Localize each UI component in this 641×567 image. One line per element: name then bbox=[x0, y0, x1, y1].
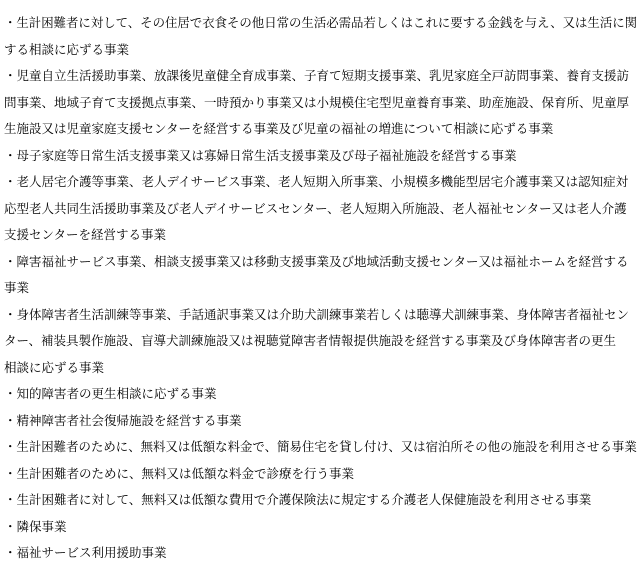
list-item bbox=[4, 169, 637, 249]
list-item-line: 応型老人共同生活援助事業及び老人デイサービスセンター、老人短期入所施設、老人福祉センター又は老人介護 bbox=[4, 200, 627, 216]
list-item bbox=[4, 302, 637, 382]
list-item-line: ・障害福祉サービス事業、相談支援事業又は移動支援事業及び地域活動支援センター又は福祉ホームを経営する bbox=[4, 253, 629, 269]
list-item-line: ・老人居宅介護等事業、老人デイサービス事業、老人短期入所事業、小規模多機能型居宅介護事業又は認知症対 bbox=[4, 174, 629, 189]
list-item bbox=[4, 10, 637, 63]
list-item-line: する相談に応ずる事業 bbox=[4, 41, 130, 57]
list-item-line: ター、補装具製作施設、盲導犬訓練施設又は視聴覚障害者情報提供施設を経営する事業及び身体障害者の更生 bbox=[4, 333, 617, 348]
list-item bbox=[4, 381, 637, 408]
list-item-line: ・生計困難者に対して、その住居で衣食その他日常の生活必需品若しくはこれに要する金銭を与え、又は生活に関 bbox=[4, 15, 638, 30]
list-item bbox=[4, 408, 637, 435]
list-item bbox=[4, 63, 637, 143]
list-item-line: ・身体障害者生活訓練等事業、手話通訳事業又は介助犬訓練事業若しくは聴導犬訓練事業、身体障害者福祉セン bbox=[4, 306, 630, 322]
list-item-line: 支援センターを経営する事業 bbox=[4, 227, 167, 242]
list-item bbox=[4, 434, 637, 461]
list-item bbox=[4, 143, 637, 170]
list-item-line: ・母子家庭等日常生活支援事業又は寡婦日常生活支援事業及び母子福祉施設を経営する事業 bbox=[4, 147, 517, 163]
list-item-line: 問事業、地域子育て支援拠点事業、一時預かり事業又は小規模住宅型児童養育事業、助産施設、保育所、児童厚 bbox=[4, 94, 630, 110]
list-item-line: ・児童自立生活援助事業、放課後児童健全育成事業、子育て短期支援事業、乳児家庭全戸訪問事業、養育支援訪 bbox=[4, 68, 630, 83]
list-item bbox=[4, 540, 637, 567]
list-item bbox=[4, 249, 637, 302]
list-item-line: ・精神障害者社会復帰施設を経営する事業 bbox=[4, 412, 242, 428]
list-item-line: 相談に応ずる事業 bbox=[4, 359, 105, 375]
list-item bbox=[4, 461, 637, 488]
list-item-line: ・生計困難者のために、無料又は低額な料金で診療を行う事業 bbox=[4, 465, 355, 481]
list-item-line: ・隣保事業 bbox=[4, 518, 67, 534]
list-item-line: ・知的障害者の更生相談に応ずる事業 bbox=[4, 386, 217, 401]
list-item-line: 事業 bbox=[4, 280, 30, 295]
list-item bbox=[4, 514, 637, 541]
list-item-line: ・生計困難者のために、無料又は低額な料金で、簡易住宅を貸し付け、又は宿泊所その他の施設を利用させる事業 bbox=[4, 439, 637, 454]
list-item-line: ・生計困難者に対して、無料又は低額な費用で介護保険法に規定する介護老人保健施設を利用させる事業 bbox=[4, 492, 592, 507]
list-item bbox=[4, 487, 637, 514]
list-item-line: 生施設又は児童家庭支援センターを経営する事業及び児童の福祉の増進について相談に応ずる事業 bbox=[4, 121, 554, 136]
list-item-line: ・福祉サービス利用援助事業 bbox=[4, 545, 167, 560]
